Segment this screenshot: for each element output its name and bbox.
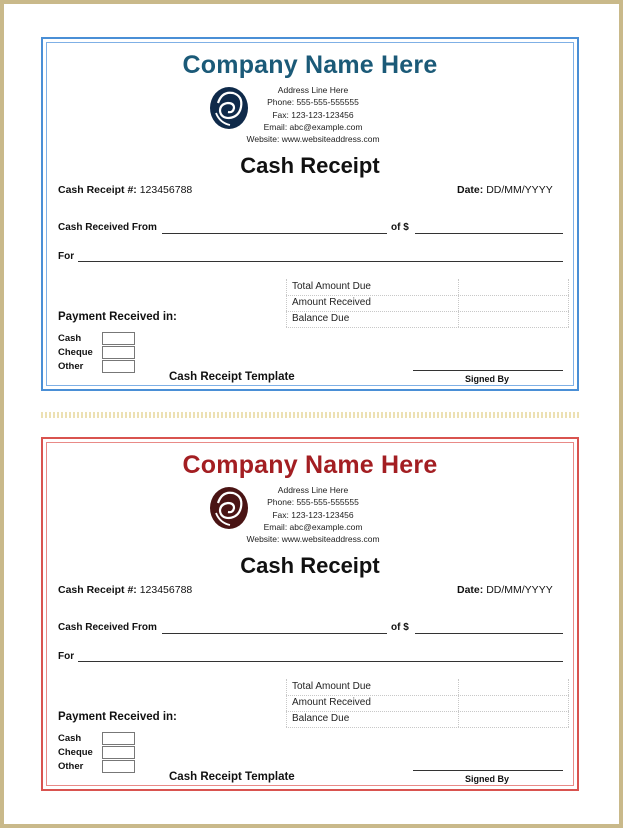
template-label: Cash Receipt Template — [169, 371, 295, 383]
receipt-number — [58, 584, 192, 596]
received-from-label: Cash Received From — [58, 222, 157, 233]
receipt-number-label: Cash Receipt #: — [58, 584, 137, 596]
method-cheque-checkbox[interactable] — [102, 346, 135, 359]
date-value: DD/MM/YYYY — [486, 184, 553, 196]
address-block — [243, 84, 383, 145]
method-cash-label: Cash — [58, 333, 82, 344]
method-cash-checkbox[interactable] — [102, 332, 135, 345]
amount-received-row: Amount Received — [286, 295, 569, 312]
signature-field[interactable] — [413, 770, 563, 771]
company-name: Company Name Here — [182, 51, 438, 79]
for-label: For — [58, 651, 75, 662]
totals-table — [286, 679, 569, 727]
total-amount-due-row: Total Amount Due — [286, 679, 569, 696]
address-line: Address Line Here — [277, 485, 349, 495]
method-cheque-label: Cheque — [58, 747, 93, 758]
fax-line: Fax: 123-123-123456 — [272, 109, 354, 120]
website-line: Website: www.websiteaddress.com — [246, 534, 380, 545]
email-line: Email: abc@example.com — [263, 121, 363, 132]
method-other-checkbox[interactable] — [102, 360, 135, 373]
for-field[interactable] — [78, 661, 563, 662]
balance-due-row: Balance Due — [286, 311, 569, 328]
phone-line: Phone: 555-555-555555 — [267, 97, 359, 108]
method-cash-checkbox[interactable] — [102, 732, 135, 745]
date-label: Date: — [457, 584, 484, 596]
method-cash-label: Cash — [58, 733, 82, 744]
receipt-number-value: 123456788 — [139, 184, 193, 196]
method-other-checkbox[interactable] — [102, 760, 135, 773]
receipt-title: Cash Receipt — [240, 153, 380, 178]
amount-field[interactable] — [415, 633, 563, 634]
cut-separator — [41, 412, 579, 418]
receipt-number-value: 123456788 — [139, 584, 193, 596]
for-field[interactable] — [78, 261, 563, 262]
date-value: DD/MM/YYYY — [486, 584, 553, 596]
receipt-date — [457, 184, 553, 196]
received-from-label: Cash Received From — [58, 622, 157, 633]
amount-received-row: Amount Received — [286, 695, 569, 712]
phone-line: Phone: 555-555-555555 — [267, 497, 359, 508]
amount-label: of $ — [391, 622, 409, 633]
email-line: Email: abc@example.com — [263, 521, 363, 532]
receipt-date — [457, 584, 553, 596]
for-label: For — [58, 251, 75, 262]
balance-due-row: Balance Due — [286, 711, 569, 728]
receipt-number — [58, 184, 192, 196]
received-from-field[interactable] — [162, 633, 387, 634]
method-cheque-checkbox[interactable] — [102, 746, 135, 759]
receipt-red — [41, 437, 579, 791]
receipt-blue — [41, 37, 579, 391]
signature-field[interactable] — [413, 370, 563, 371]
receipt-title: Cash Receipt — [240, 553, 380, 578]
template-label: Cash Receipt Template — [169, 771, 295, 783]
website-line: Website: www.websiteaddress.com — [246, 134, 380, 145]
amount-label: of $ — [391, 222, 409, 233]
receipt-number-label: Cash Receipt #: — [58, 184, 137, 196]
address-line: Address Line Here — [277, 85, 349, 95]
address-block — [243, 484, 383, 545]
signed-by-label: Signed By — [465, 374, 510, 384]
company-name: Company Name Here — [182, 451, 438, 479]
payment-received-label: Payment Received in: — [58, 311, 177, 323]
total-amount-due-row: Total Amount Due — [286, 279, 569, 296]
received-from-field[interactable] — [162, 233, 387, 234]
signed-by-label: Signed By — [465, 774, 510, 784]
totals-table — [286, 279, 569, 327]
fax-line: Fax: 123-123-123456 — [272, 509, 354, 520]
method-other-label: Other — [58, 361, 84, 372]
amount-field[interactable] — [415, 233, 563, 234]
method-other-label: Other — [58, 761, 84, 772]
payment-received-label: Payment Received in: — [58, 711, 177, 723]
method-cheque-label: Cheque — [58, 347, 93, 358]
date-label: Date: — [457, 184, 484, 196]
